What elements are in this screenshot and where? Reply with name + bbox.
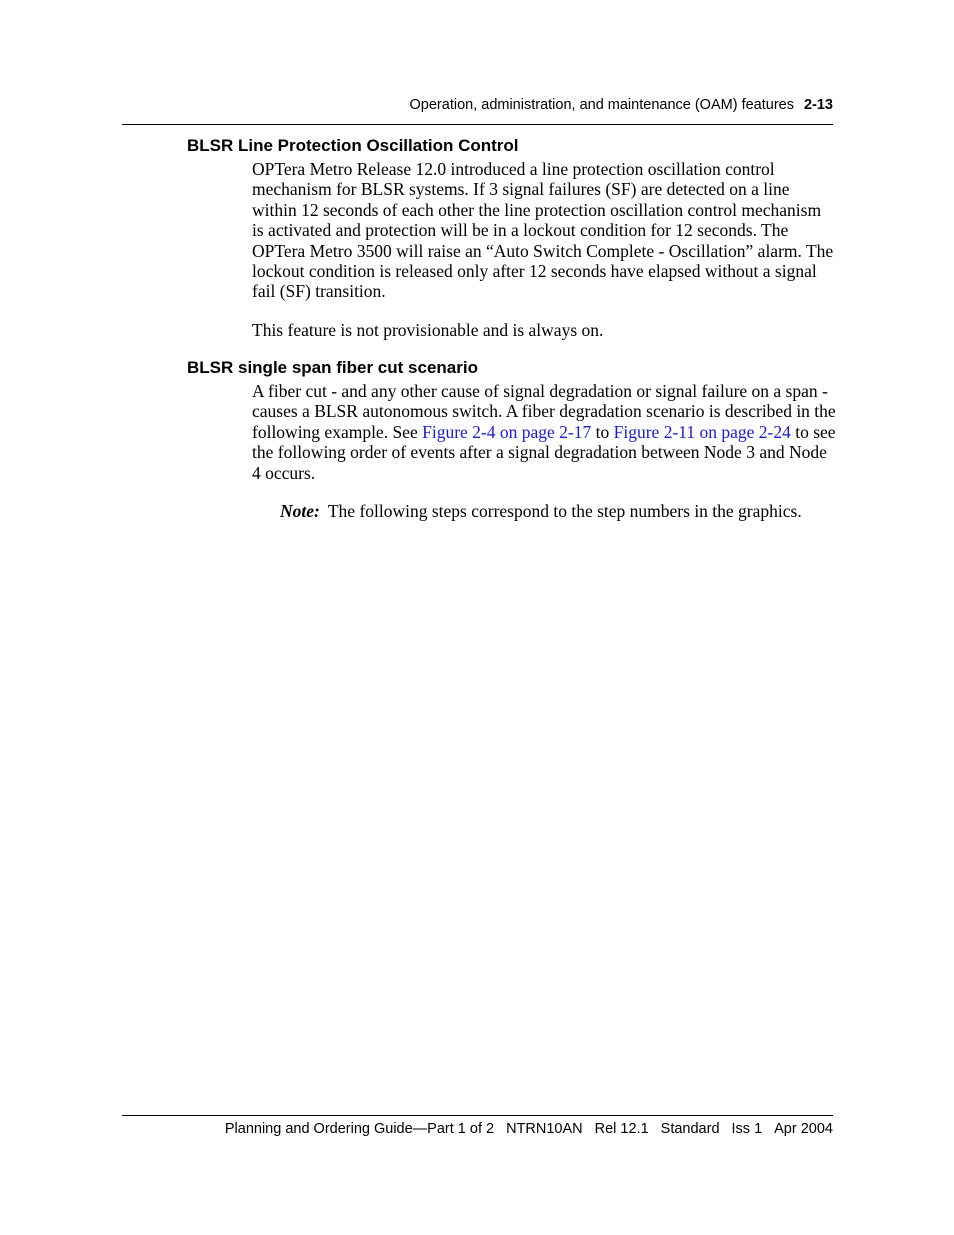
- note-text: The following steps correspond to the step numbers in the graphics.: [327, 501, 802, 521]
- text-segment: to: [591, 421, 614, 442]
- link-figure-2-11[interactable]: Figure 2-11 on page 2-24: [613, 421, 791, 442]
- heading-fiber-cut-scenario: BLSR single span fiber cut scenario: [187, 358, 478, 377]
- paragraph-always-on: This feature is not provisionable and is always on.: [252, 320, 604, 340]
- footer-title: Planning and Ordering Guide—Part 1 of 2: [224, 1121, 495, 1137]
- footer-doc-number: NTRN10AN: [506, 1121, 583, 1137]
- footer-release: Rel 12.1: [594, 1121, 649, 1137]
- text-segment: to see the following order of events after a signal degradation between Node 3 and Node 4 occurs.: [252, 421, 836, 483]
- header-page-number: 2-13: [803, 97, 833, 113]
- text-segment: A fiber cut - and any other cause of signal degradation or signal failure on a span - causes a BLSR autonomous switch. A fiber degradation scenario is described in the following example. See: [252, 381, 836, 442]
- footer-issue: Iss 1: [731, 1121, 763, 1137]
- footer-status: Standard: [660, 1121, 720, 1137]
- header-section-title: Operation, administration, and maintenance (OAM) features: [409, 97, 794, 113]
- page-footer: [122, 1115, 833, 1137]
- page-header: [122, 97, 833, 125]
- footer-date: Apr 2004: [774, 1121, 833, 1137]
- heading-oscillation-control: BLSR Line Protection Oscillation Control: [187, 136, 519, 155]
- paragraph-oscillation-description: OPTera Metro Release 12.0 introduced a line protection oscillation control mechanism for BLSR systems. If 3 signal failures (SF) are detected on a line within 12 seconds of each other the line protection oscillation control mechanism is activated and protection will be in a lockout condition for 12 seconds. The OPTera Metro 3500 will raise an “Auto Switch Complete - Oscillation” alarm. The lockout condition is released only after 12 seconds have elapsed without a signal fail (SF) transition.: [252, 159, 834, 302]
- link-figure-2-4[interactable]: Figure 2-4 on page 2-17: [422, 421, 592, 442]
- paragraph-fiber-cut-description: [252, 381, 837, 483]
- note: [280, 501, 840, 521]
- note-label: Note:: [280, 501, 320, 521]
